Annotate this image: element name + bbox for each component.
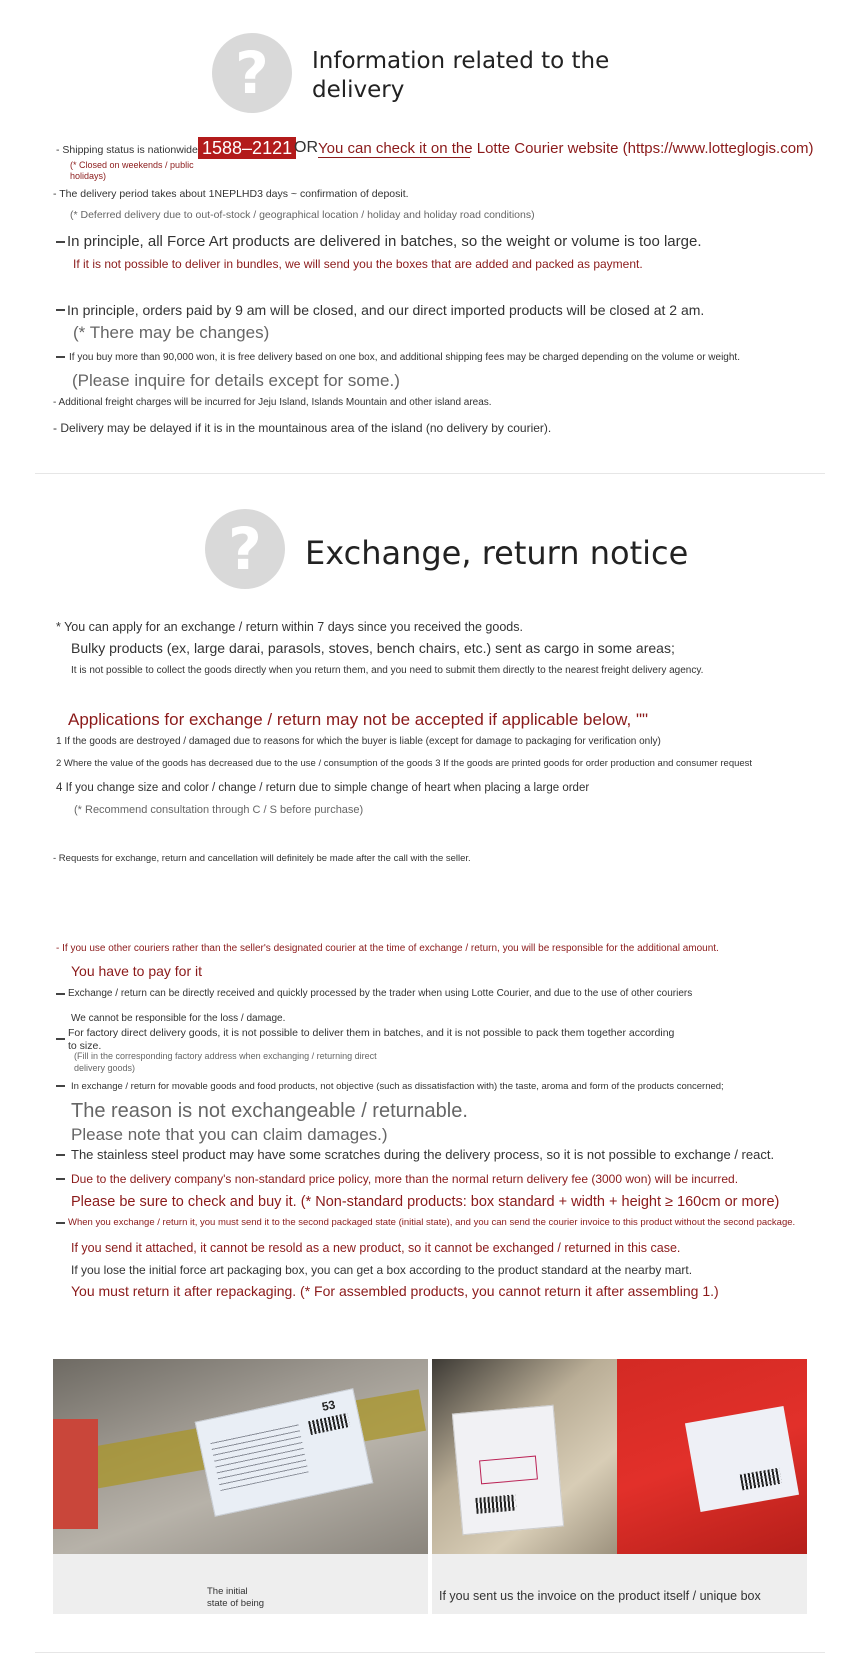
or-label: OR bbox=[294, 139, 318, 156]
left-caption-line2: state of being bbox=[207, 1598, 265, 1609]
invoice-on-red-box bbox=[685, 1406, 799, 1512]
question-icon: ? bbox=[205, 509, 285, 589]
barcode bbox=[475, 1494, 516, 1513]
right-caption-area bbox=[432, 1554, 807, 1614]
repackaging: You must return it after repackaging. (* For assembled products, you cannot return it after assembling 1.) bbox=[71, 1283, 719, 1299]
deferred-note: (* Deferred delivery due to out-of-stock / geographical location / holiday and holiday road conditions) bbox=[70, 209, 535, 221]
mountain-delay: - Delivery may be delayed if it is in the mountainous area of the island (no delivery by courier). bbox=[53, 421, 552, 435]
shipping-status: - Shipping status is nationwide bbox=[56, 144, 198, 156]
freight-charges: - Additional freight charges will be incurred for Jeju Island, Islands Mountain and other island areas. bbox=[53, 397, 492, 408]
nonstandard-fee: Due to the delivery company's non-standard price policy, more than the normal return delivery fee (3000 won) will be incurred. bbox=[71, 1172, 739, 1186]
lotte-website-link[interactable]: You can check it on the Lotte Courier website (https://www.lotteglogis.com) bbox=[318, 140, 814, 157]
claim-damages: Please note that you can claim damages.) bbox=[71, 1125, 388, 1144]
bottom-divider bbox=[35, 1652, 825, 1653]
condition-2: 2 Where the value of the goods has decreased due to the use / consumption of the goods 3 If the goods are printed goods for order production and consumer request bbox=[56, 758, 753, 769]
dash bbox=[56, 356, 65, 358]
dash bbox=[56, 1085, 65, 1087]
dash bbox=[56, 241, 65, 243]
check-and-buy: Please be sure to check and buy it. (* Non-standard products: box standard + width + height ≥ 160cm or more) bbox=[71, 1194, 780, 1210]
phone-badge: 1588–2121 bbox=[198, 137, 296, 159]
other-couriers: - If you use other couriers rather than the seller's designated courier at the time of exchange / return, you will be responsible for the additional amount. bbox=[56, 943, 719, 954]
delivery-title-line1: Information related to the bbox=[312, 48, 610, 74]
lose-box: If you lose the initial force art packaging box, you can get a box according to the product standard at the nearby mart. bbox=[71, 1263, 693, 1277]
link-underline bbox=[318, 157, 470, 158]
factory-direct-2: to size. bbox=[68, 1040, 102, 1052]
dash bbox=[56, 993, 65, 995]
not-accepted-heading: Applications for exchange / return may not be accepted if applicable below, "" bbox=[68, 710, 649, 729]
not-responsible: We cannot be responsible for the loss / damage. bbox=[71, 1013, 286, 1024]
red-box-print bbox=[53, 1419, 98, 1529]
fill-address-1: (Fill in the corresponding factory address when exchanging / returning direct bbox=[74, 1051, 377, 1061]
bulky-products: Bulky products (ex, large darai, parasols, stoves, bench chairs, etc.) sent as cargo in some areas; bbox=[71, 640, 675, 656]
left-caption-line1: The initial bbox=[207, 1586, 248, 1597]
apply-window: * You can apply for an exchange / return within 7 days since you received the goods. bbox=[56, 620, 523, 634]
orders-closed: In principle, orders paid by 9 am will be closed, and our direct imported products will be closed at 2 am. bbox=[67, 302, 705, 318]
condition-4: 4 If you change size and color / change / return due to simple change of heart when placing a large order bbox=[56, 782, 590, 794]
condition-1: 1 If the goods are destroyed / damaged due to reasons for which the buyer is liable (except for damage to packaging for verification only) bbox=[56, 736, 661, 747]
may-change: (* There may be changes) bbox=[73, 323, 270, 342]
closed-note-2: holidays) bbox=[70, 171, 107, 181]
when-exchange: When you exchange / return it, you must send it to the second packaged state (initial state), and you can send the courier invoice to this product without the second package. bbox=[68, 1217, 796, 1228]
korean-stamp bbox=[479, 1456, 538, 1485]
question-icon: ? bbox=[212, 33, 292, 113]
invoice-box-photo bbox=[432, 1359, 807, 1554]
initial-state-photo bbox=[53, 1359, 428, 1554]
label-text-lines bbox=[210, 1423, 308, 1491]
barcode bbox=[740, 1468, 782, 1491]
sent-attached: If you send it attached, it cannot be resold as a new product, so it cannot be exchanged / returned in this case. bbox=[71, 1241, 681, 1255]
bundles-text: If it is not possible to deliver in bundles, we will send you the boxes that are added and packed as payment. bbox=[73, 257, 643, 271]
dash bbox=[56, 1038, 65, 1040]
delivery-title-line2: delivery bbox=[312, 77, 405, 103]
dash bbox=[56, 1154, 65, 1156]
collect-goods: It is not possible to collect the goods directly when you return them, and you need to submit them directly to the nearest freight delivery agency. bbox=[71, 665, 704, 676]
lotte-exchange: Exchange / return can be directly received and quickly processed by the trader when using Lotte Courier, and due to the use of other couriers bbox=[68, 988, 693, 999]
section-divider bbox=[35, 473, 825, 474]
dash bbox=[56, 309, 65, 311]
box-number: 53 bbox=[320, 1397, 337, 1414]
batches-text: In principle, all Force Art products are delivered in batches, so the weight or volume is too large. bbox=[67, 233, 702, 250]
stainless-scratches: The stainless steel product may have some scratches during the delivery process, so it is not possible to exchange / react. bbox=[71, 1147, 775, 1162]
requests-call: - Requests for exchange, return and cancellation will definitely be made after the call with the seller. bbox=[53, 853, 471, 864]
fill-address-2: delivery goods) bbox=[74, 1063, 136, 1073]
exchange-title: Exchange, return notice bbox=[305, 534, 689, 572]
delivery-period: - The delivery period takes about 1NEPLHD3 days ~ confirmation of deposit. bbox=[53, 188, 409, 200]
pay-for-it: You have to pay for it bbox=[71, 963, 203, 979]
not-exchangeable: The reason is not exchangeable / returnable. bbox=[71, 1100, 468, 1122]
dash bbox=[56, 1222, 65, 1224]
invoice-label bbox=[195, 1388, 374, 1517]
closed-note-1: (* Closed on weekends / public bbox=[70, 160, 194, 170]
dash bbox=[56, 1178, 65, 1180]
free-delivery: If you buy more than 90,000 won, it is free delivery based on one box, and additional shipping fees may be charged depending on the volume or weight. bbox=[69, 352, 740, 363]
invoice-on-box bbox=[452, 1405, 564, 1535]
movable-goods: In exchange / return for movable goods and food products, not objective (such as dissatisfaction with) the taste, aroma and form of the products concerned; bbox=[71, 1081, 724, 1092]
factory-direct-1: For factory direct delivery goods, it is not possible to deliver them in batches, and it is not possible to pack them together according bbox=[68, 1027, 675, 1039]
inquire: (Please inquire for details except for some.) bbox=[72, 371, 400, 390]
barcode bbox=[308, 1413, 350, 1435]
recommend-cs: (* Recommend consultation through C / S before purchase) bbox=[74, 804, 364, 816]
right-caption: If you sent us the invoice on the product itself / unique box bbox=[439, 1589, 761, 1603]
